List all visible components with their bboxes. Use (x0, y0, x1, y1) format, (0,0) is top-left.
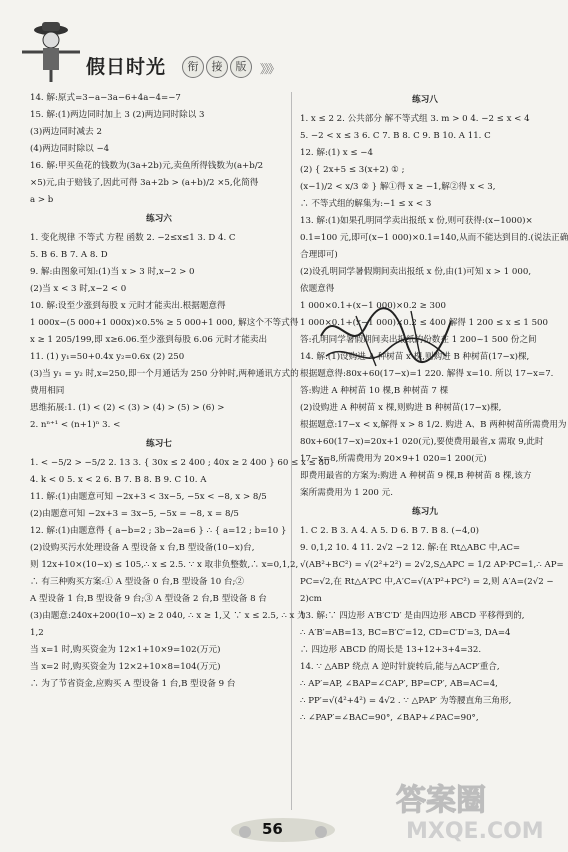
answer-line: 答:孔明同学暑假期间卖出报纸的份数在 1 200~1 500 份之间 (300, 335, 537, 345)
logo-subtitle-char: 接 (206, 56, 228, 78)
answer-line: 13. 解:(1)如果孔明同学卖出报纸 x 份,则可获得:(x−1000)× (300, 216, 533, 226)
answer-line: (x−1)/2 < x/3 ② } 解①得 x ≥ −1,解②得 x < 3, (300, 182, 496, 192)
answer-line: a > b (30, 195, 54, 205)
answer-line: 12. 解:(1) x ≤ −4 (300, 148, 373, 158)
section-title: 练习九 (412, 507, 438, 517)
answer-line: ∴ 为了节省资金,应购买 A 型设备 1 台,B 型设备 9 台 (30, 679, 236, 689)
answer-line: ∴ 不等式组的解集为:−1 ≤ x < 3 (300, 199, 432, 209)
answer-line: 当 x=1 时,购买资金为 12×1+10×9=102(万元) (30, 645, 221, 655)
answer-line: 5. −2 < x ≤ 3 6. C 7. B 8. C 9. B 10. A 11. C (300, 131, 491, 141)
answer-line: 则 12x+10×(10−x) ≤ 105,∴ x ≤ 2.5. ∵ x 取非负整数,∴ x=0,1,2, (30, 560, 299, 570)
answer-line: (2)设孔明同学暑假期间卖出报纸 x 份,由(1)可知 x > 1 000, (300, 267, 532, 277)
answer-line: 根据题意得:80x+60(17−x)=1 220. 解得 x=10. 所以 17−x=7. (300, 369, 554, 379)
answer-line: A 型设备 1 台,B 型设备 9 台;③ A 型设备 2 台,B 型设备 8 台 (30, 594, 267, 604)
scarecrow-logo-icon (20, 22, 82, 82)
section-title: 练习八 (412, 95, 438, 105)
answer-line: 11. 解:(1)由题意可知 −2x+3 < 3x−5, −5x < −8, x > 8/5 (30, 492, 267, 502)
answer-line: 即费用最省的方案为:购进 A 种树苗 9 棵,B 种树苗 8 棵,该方 (300, 471, 532, 481)
answer-line: √(AB²+BC²) = √(2²+2²) = 2√2,S△APC = 1/2 AP·PC=1,∴ AP= (300, 560, 564, 570)
answer-line: ∴ ∠PAP′=∠BAC=90°, ∠BAP+∠PAC=90°, (300, 713, 479, 723)
page-number: 56 (262, 820, 283, 838)
answer-line: (2) { 2x+5 ≤ 3(x+2) ① ; (300, 165, 405, 175)
answer-line: 14. 解:(1)设购进 A 种树苗 x 棵,则购进 B 种树苗(17−x)棵, (300, 352, 530, 362)
right-column (300, 90, 568, 727)
answer-line: 1,2 (30, 628, 44, 638)
answer-line: 15. 解:(1)两边同时加上 3 (2)两边同时除以 3 (30, 110, 205, 120)
logo-subtitle-char: 版 (230, 56, 252, 78)
answer-line: 13. 解:∵ 四边形 A′B′C′D′ 是由四边形 ABCD 平移得到的, (300, 611, 525, 621)
answer-line: 17−x=8,所需费用为 20×9+1 020=1 200(元) (300, 454, 487, 464)
answer-line: 12. 解:(1)由题意得 { a−b=2 ; 3b−2a=6 } ∴ { a=12 ; b=10 } (30, 526, 287, 536)
answer-line: 2. nⁿ⁺¹ < (n+1)ⁿ 3. < (30, 420, 121, 430)
answer-line: ∴ A′B′=AB=13, BC=B′C′=12, CD=C′D′=3, DA=4 (300, 628, 511, 638)
answer-line: 11. (1) y₁=50+0.4x y₂=0.6x (2) 250 (30, 352, 185, 362)
answer-line: 1 000×0.1+(x−1 000)×0.2 ≥ 300 (300, 301, 446, 311)
answer-line: 16. 解:甲买鱼花的钱数为(3a+2b)元,卖鱼所得钱数为(a+b/2 (30, 161, 264, 171)
page-header (0, 0, 566, 100)
answer-line: 案所需费用为 1 200 元. (300, 488, 393, 498)
section-title: 练习六 (146, 214, 172, 224)
answer-line: 答:购进 A 种树苗 10 棵,B 种树苗 7 棵 (300, 386, 449, 396)
svg-text:MXQE.COM: MXQE.COM (406, 819, 544, 844)
answer-line: ∴ 四边形 ABCD 的周长是 13+12+3+4=32. (300, 645, 482, 655)
answer-line: 1. x ≤ 2 2. 公共部分 解不等式组 3. m > 0 4. −2 ≤ x < 4 (300, 114, 530, 124)
answer-line: PC=√2,在 Rt△A′PC 中,A′C=√(A′P²+PC²) = 2,则 A′A=(2√2 − (300, 577, 554, 587)
answer-line: 根据题意:17−x < x,解得 x > 8 1/2. 购进 A、B 两种树苗所需费用为 (300, 420, 567, 430)
answer-line: 依题意得 (300, 284, 335, 294)
answer-line: 1. < −5/2 > −5/2 2. 13 3. { 30x ≤ 2 400 ; 40x ≥ 2 400 } 60 ≤ x ≤ 80 (30, 458, 330, 468)
answer-line: 0.1=100 元,即可(x−1 000)×0.1=140,从而不能达到目的.(说法正确 (300, 233, 568, 243)
answer-line: (2)设购进 A 种树苗 x 棵,则购进 B 种树苗(17−x)棵, (300, 403, 502, 413)
svg-text:答案圈: 答案圈 (396, 783, 486, 818)
answer-line: 1 000×0.1+(x−1 000)×0.2 ≤ 400 解得 1 200 ≤ x ≤ 1 500 (300, 318, 548, 328)
answer-line: 10. 解:设至少涨到每股 x 元时才能卖出.根据题意得 (30, 301, 226, 311)
answer-line: (3)由题意:240x+200(10−x) ≥ 2 040, ∴ x ≥ 1,又 ∵ x ≤ 2.5, ∴ x 为 (30, 611, 306, 621)
answer-line: 当 x=2 时,购买资金为 12×2+10×8=104(万元) (30, 662, 221, 672)
answer-line: (4)两边同时除以 −4 (30, 144, 110, 154)
answer-line: 1 000x−(5 000+1 000x)×0.5% ≥ 5 000+1 000, 解这个不等式得 (30, 318, 299, 328)
answer-line: (3)两边同时减去 2 (30, 127, 102, 137)
answer-line: 9. 解:由图象可知:(1)当 x > 3 时,x−2 > 0 (30, 267, 195, 277)
handwritten-note-scribble (316, 296, 456, 376)
answer-line: (2)由题意可知 −2x+3 = 3x−5, −5x = −8, x = 8/5 (30, 509, 239, 519)
answer-line: ∴ PP′=√(4²+4²) = 4√2 . ∵ △PAP′ 为等腰直角三角形, (300, 696, 512, 706)
answer-line: 2)cm (300, 594, 322, 604)
answer-line: 费用相同 (30, 386, 65, 396)
watermark-logo (390, 776, 560, 846)
answer-line: (2)设购买污水处理设备 A 型设备 x 台,B 型设备(10−x)台, (30, 543, 255, 553)
logo-subtitle-char: 衔 (182, 56, 204, 78)
answer-line: ∴ 有三种购买方案:① A 型设备 0 台,B 型设备 10 台;② (30, 577, 244, 587)
answer-line: x ≥ 1 205/199,即 x≥6.06.至少涨到每股 6.06 元时才能卖出 (30, 335, 268, 345)
answer-line: ×5)元,由于赔钱了,因此可得 3a+2b > (a+b)/2 ×5,化简得 (30, 178, 259, 188)
chevron-decoration-icon: 》》》 (260, 62, 279, 76)
answer-line: 80x+60(17−x)=20x+1 020(元),要使费用最省,x 需取 9,此时 (300, 437, 544, 447)
answer-line: 14. ∵ △ABP 绕点 A 逆时针旋转后,能与△ACP′重合, (300, 662, 500, 672)
answer-line: 5. B 6. B 7. A 8. D (30, 250, 108, 260)
answer-line: 1. 变化规律 不等式 方程 函数 2. −2≤x≤1 3. D 4. C (30, 233, 236, 243)
answer-line: 9. 0,1,2 10. 4 11. 2√2 −2 12. 解:在 Rt△ABC 中,AC= (300, 543, 521, 553)
answer-line: 合理即可) (300, 250, 338, 260)
answer-line: 4. k < 0 5. x < 2 6. B 7. B 8. B 9. C 10. A (30, 475, 207, 485)
answer-line: 思维拓展:1. (1) < (2) < (3) > (4) > (5) > (6) > (30, 403, 225, 413)
column-divider (291, 92, 292, 810)
answer-line: 1. C 2. B 3. A 4. A 5. D 6. B 7. B 8. (−4,0) (300, 526, 479, 536)
answer-line: (2)当 x < 3 时,x−2 < 0 (30, 284, 127, 294)
section-title: 练习七 (146, 439, 172, 449)
logo-title: 假日时光 (86, 56, 167, 78)
answer-line: 14. 解:原式=3−a−3a−6+4a−4=−7 (30, 93, 181, 103)
logo-subtitle (182, 56, 252, 78)
answer-line: (3)当 y₁ = y₂ 时,x=250,即一个月通话为 250 分钟时,两种通讯方式的 (30, 369, 299, 379)
answer-line: ∴ AP′=AP, ∠BAP=∠CAP′, BP=CP′, AB=AC=4, (300, 679, 498, 689)
